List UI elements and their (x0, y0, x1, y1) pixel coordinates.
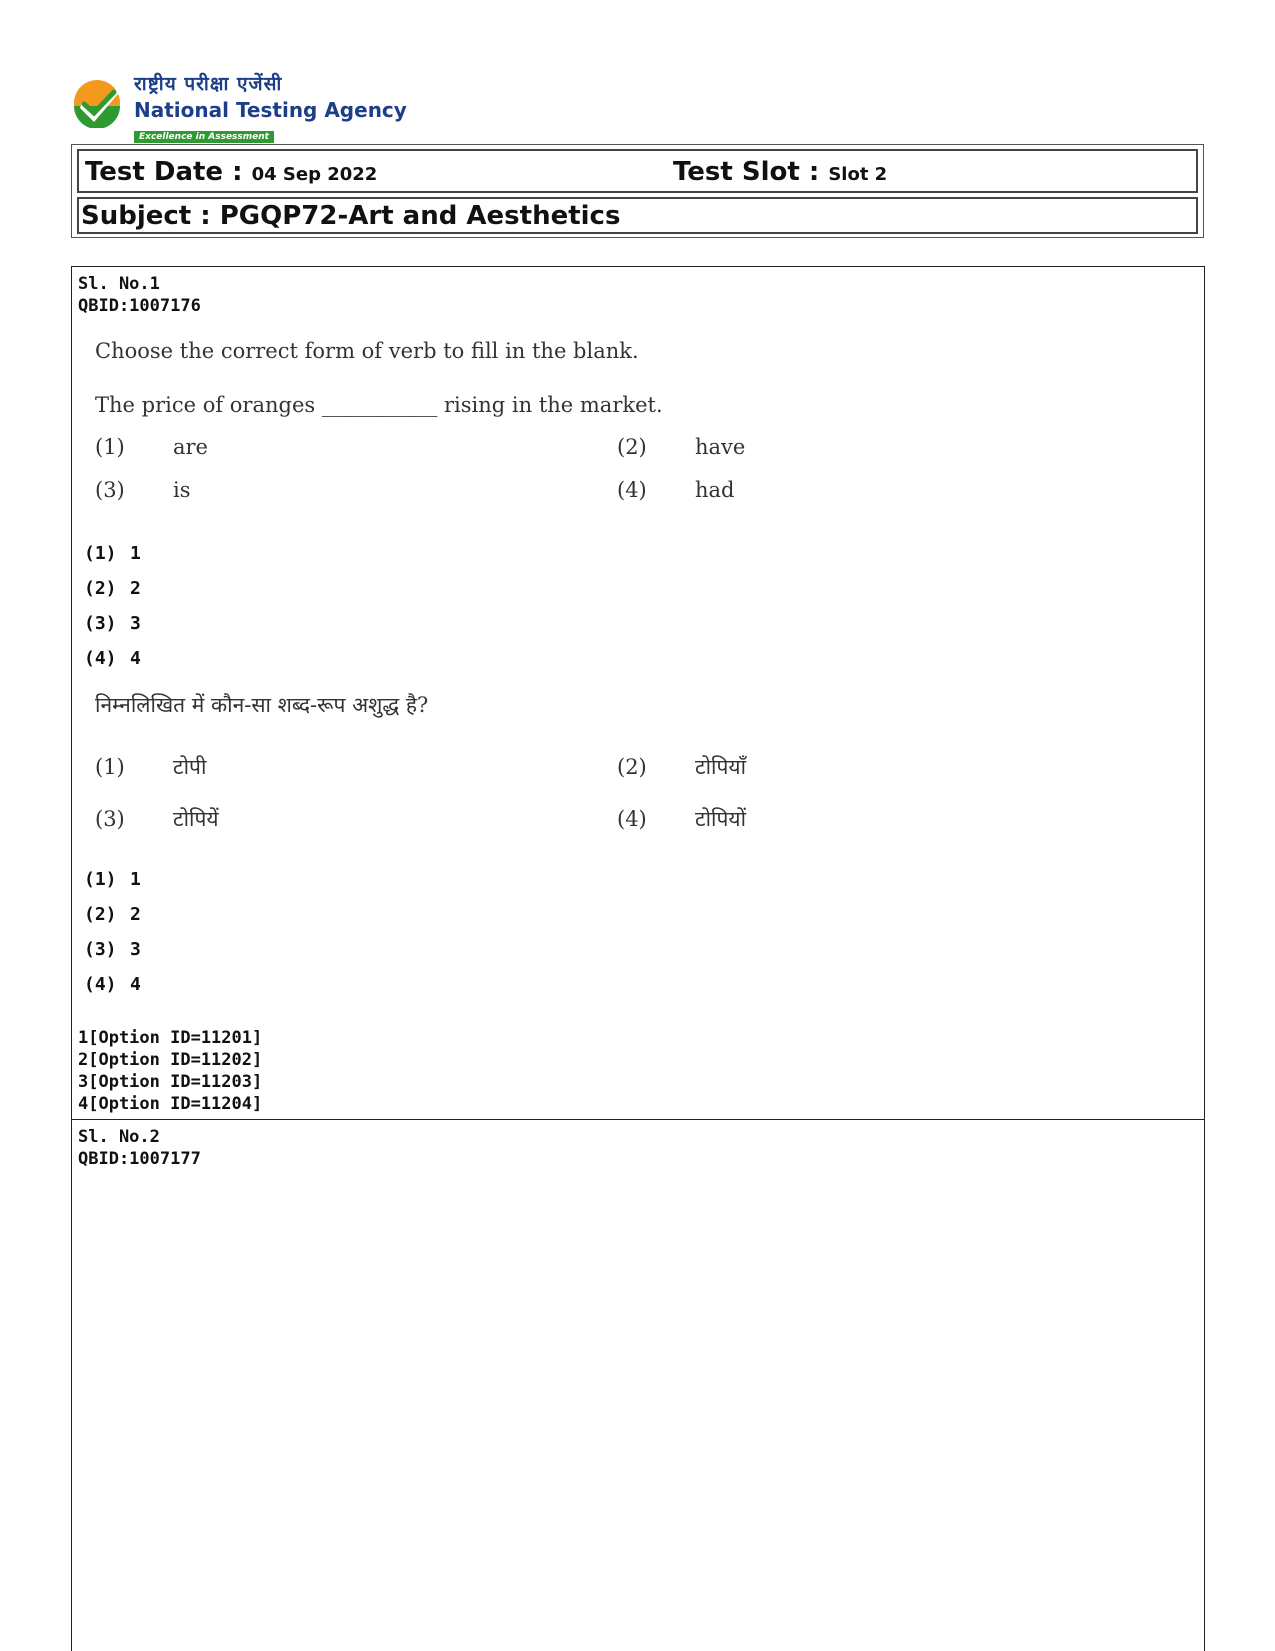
option-id-list (78, 1027, 262, 1115)
test-date (85, 157, 377, 187)
option-number: (2) (617, 755, 647, 779)
option-text: टोपियों (695, 807, 747, 831)
option-id: 1[Option ID=11201] (78, 1028, 263, 1048)
serial-number: Sl. No.1 (78, 274, 160, 294)
option-text: टोपियाँ (695, 755, 747, 779)
option-number: (2) (617, 435, 647, 459)
question-block-1 (71, 266, 1205, 1120)
qbid: QBID:1007176 (78, 296, 201, 316)
test-header (71, 144, 1204, 238)
option-number: (1) (95, 755, 125, 779)
subject-row (77, 197, 1198, 234)
option-4 (617, 478, 735, 502)
answer-choice-2[interactable]: (2) 2 (84, 578, 141, 599)
hindi-option-1 (95, 753, 206, 781)
option-text: had (695, 478, 735, 502)
test-date-label: Test Date : (85, 157, 243, 187)
option-text: are (173, 435, 208, 459)
logo-hindi-name: राष्ट्रीय परीक्षा एजेंसी (134, 73, 283, 95)
subject-title: Subject : PGQP72-Art and Aesthetics (81, 201, 621, 231)
option-text: have (695, 435, 746, 459)
question-instruction: Choose the correct form of verb to fill in the blank. (95, 339, 639, 363)
answer-choice-3[interactable]: (3) 3 (84, 613, 141, 634)
hindi-answer-choice-2[interactable]: (2) 2 (84, 904, 141, 925)
nta-logo (72, 72, 412, 142)
test-slot-value: Slot 2 (828, 164, 888, 185)
option-id: 2[Option ID=11202] (78, 1050, 263, 1070)
test-info-row (77, 149, 1198, 193)
option-number: (4) (617, 807, 647, 831)
test-slot-label: Test Slot : (673, 157, 820, 187)
question-meta (78, 273, 201, 317)
option-number: (1) (95, 435, 125, 459)
test-slot (673, 157, 887, 187)
test-date-value: 04 Sep 2022 (251, 164, 378, 185)
hindi-option-4 (617, 805, 746, 833)
qbid: QBID:1007177 (78, 1149, 201, 1169)
option-number: (4) (617, 478, 647, 502)
question-meta (78, 1126, 201, 1170)
logo-english-name: National Testing Agency (134, 98, 407, 122)
logo-tagline: Excellence in Assessment (134, 131, 274, 143)
answer-choice-4[interactable]: (4) 4 (84, 648, 141, 669)
answer-choice-1[interactable]: (1) 1 (84, 543, 141, 564)
check-circle-icon (72, 78, 122, 128)
question-block-2 (71, 1119, 1205, 1651)
option-text: टोपी (173, 755, 207, 779)
option-1 (95, 435, 208, 459)
option-2 (617, 435, 745, 459)
logo-text (134, 72, 407, 143)
hindi-answer-choice-4[interactable]: (4) 4 (84, 974, 141, 995)
serial-number: Sl. No.2 (78, 1127, 160, 1147)
option-id: 4[Option ID=11204] (78, 1094, 263, 1114)
hindi-answer-choice-1[interactable]: (1) 1 (84, 869, 141, 890)
hindi-option-2 (617, 753, 746, 781)
hindi-answer-choice-3[interactable]: (3) 3 (84, 939, 141, 960)
hindi-option-3 (95, 805, 219, 833)
option-3 (95, 478, 191, 502)
question-sentence: The price of oranges ___________ rising in the market. (95, 393, 663, 417)
option-text: टोपियें (173, 807, 219, 831)
option-number: (3) (95, 478, 125, 502)
option-id: 3[Option ID=11203] (78, 1072, 263, 1092)
option-number: (3) (95, 807, 125, 831)
option-text: is (173, 478, 191, 502)
hindi-question: निम्नलिखित में कौन-सा शब्द-रूप अशुद्ध है? (95, 693, 429, 717)
